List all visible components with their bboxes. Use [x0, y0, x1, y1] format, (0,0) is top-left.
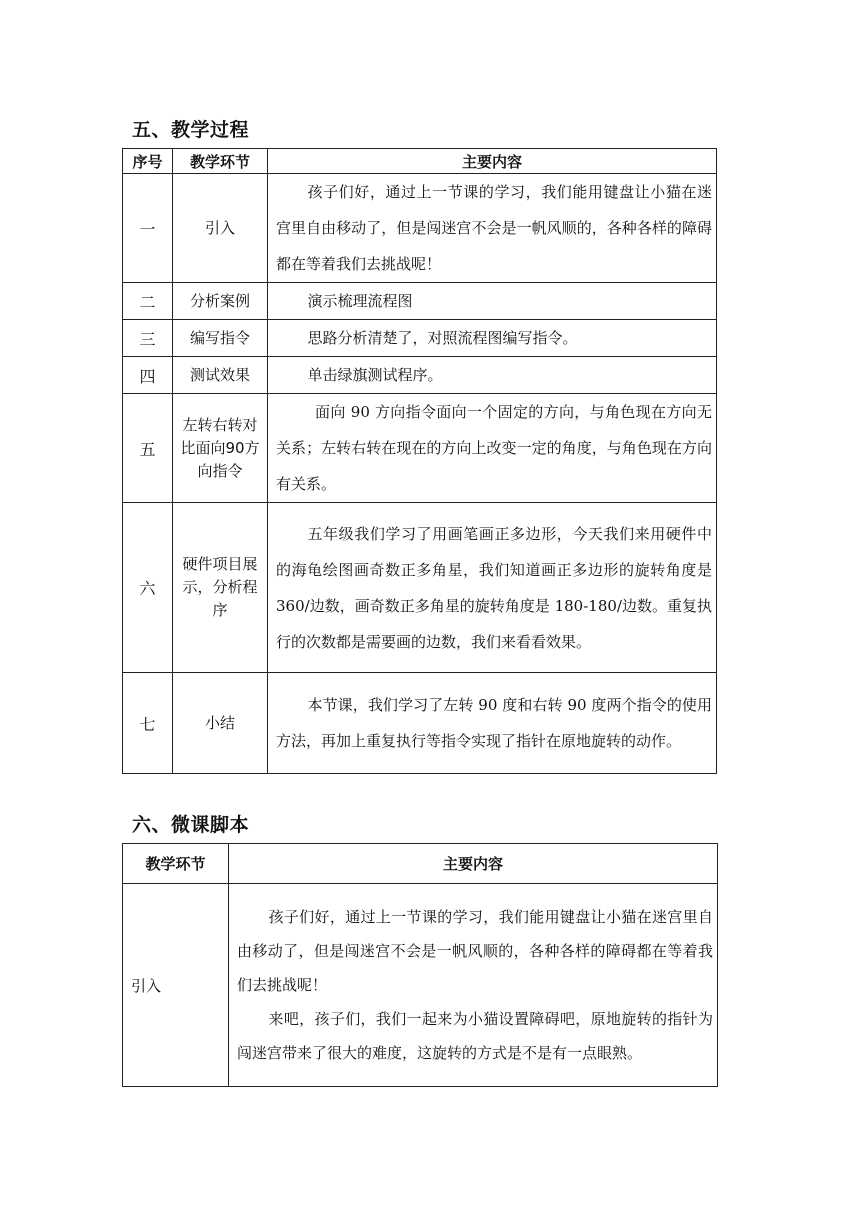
section-title-teaching-process: 五、教学过程 [132, 119, 250, 141]
row-content: 五年级我们学习了用画笔画正多边形，今天我们来用硬件中的海龟绘图画奇数正多角星，我们知道画正多边形的旋转角度是 360/边数，画奇数正多角星的旋转角度是 180-180/边数。重复执行的次数都是需要画的边数，我们来看看效果。 [268, 503, 717, 673]
row-step: 左转右转对比面向90方向指令 [173, 394, 268, 503]
row-step: 分析案例 [173, 283, 268, 320]
row-step: 测试效果 [173, 357, 268, 394]
row-content: 孩子们好，通过上一节课的学习，我们能用键盘让小猫在迷宫里自由移动了，但是闯迷宫不会是一帆风顺的，各种各样的障碍都在等着我们去挑战呢！ 来吧，孩子们，我们一起来为小猫设置障碍吧，原地旋转的指针为闯迷宫带来了很大的难度，这旋转的方式是不是有一点眼熟。 [229, 884, 718, 1087]
table-row [123, 357, 717, 394]
row-num: 三 [123, 320, 173, 357]
row-content: 演示梳理流程图 [268, 283, 717, 320]
row-num: 五 [123, 394, 173, 503]
table-row [123, 320, 717, 357]
table-row [123, 503, 717, 673]
table-row [123, 174, 717, 283]
table-row [123, 283, 717, 320]
row-num: 七 [123, 673, 173, 774]
table-header-row [123, 149, 717, 174]
row-content: 本节课，我们学习了左转 90 度和右转 90 度两个指令的使用方法，再加上重复执行等指令实现了指针在原地旋转的动作。 [268, 673, 717, 774]
row-num: 一 [123, 174, 173, 283]
row-content: 思路分析清楚了，对照流程图编写指令。 [268, 320, 717, 357]
header-num: 序号 [123, 149, 173, 174]
row-step: 小结 [173, 673, 268, 774]
row-content: 单击绿旗测试程序。 [268, 357, 717, 394]
header-step: 教学环节 [173, 149, 268, 174]
row-num: 六 [123, 503, 173, 673]
row-step: 编写指令 [173, 320, 268, 357]
teaching-process-table [122, 148, 717, 774]
row-step: 硬件项目展示，分析程序 [173, 503, 268, 673]
row-num: 二 [123, 283, 173, 320]
row-num: 四 [123, 357, 173, 394]
header-content: 主要内容 [229, 844, 718, 884]
section-title-microlesson-script: 六、微课脚本 [132, 814, 250, 836]
microlesson-script-table [122, 843, 718, 1087]
row-step: 引入 [173, 174, 268, 283]
header-content: 主要内容 [268, 149, 717, 174]
row-content: 孩子们好，通过上一节课的学习，我们能用键盘让小猫在迷宫里自由移动了，但是闯迷宫不会是一帆风顺的，各种各样的障碍都在等着我们去挑战呢！ [268, 174, 717, 283]
table-row [123, 394, 717, 503]
row-step: 引入 [123, 884, 229, 1087]
table-header-row [123, 844, 718, 884]
header-step: 教学环节 [123, 844, 229, 884]
table-row [123, 673, 717, 774]
table-row [123, 884, 718, 1087]
row-content: 面向 90 方向指令面向一个固定的方向，与角色现在方向无关系；左转右转在现在的方向上改变一定的角度，与角色现在方向有关系。 [268, 394, 717, 503]
